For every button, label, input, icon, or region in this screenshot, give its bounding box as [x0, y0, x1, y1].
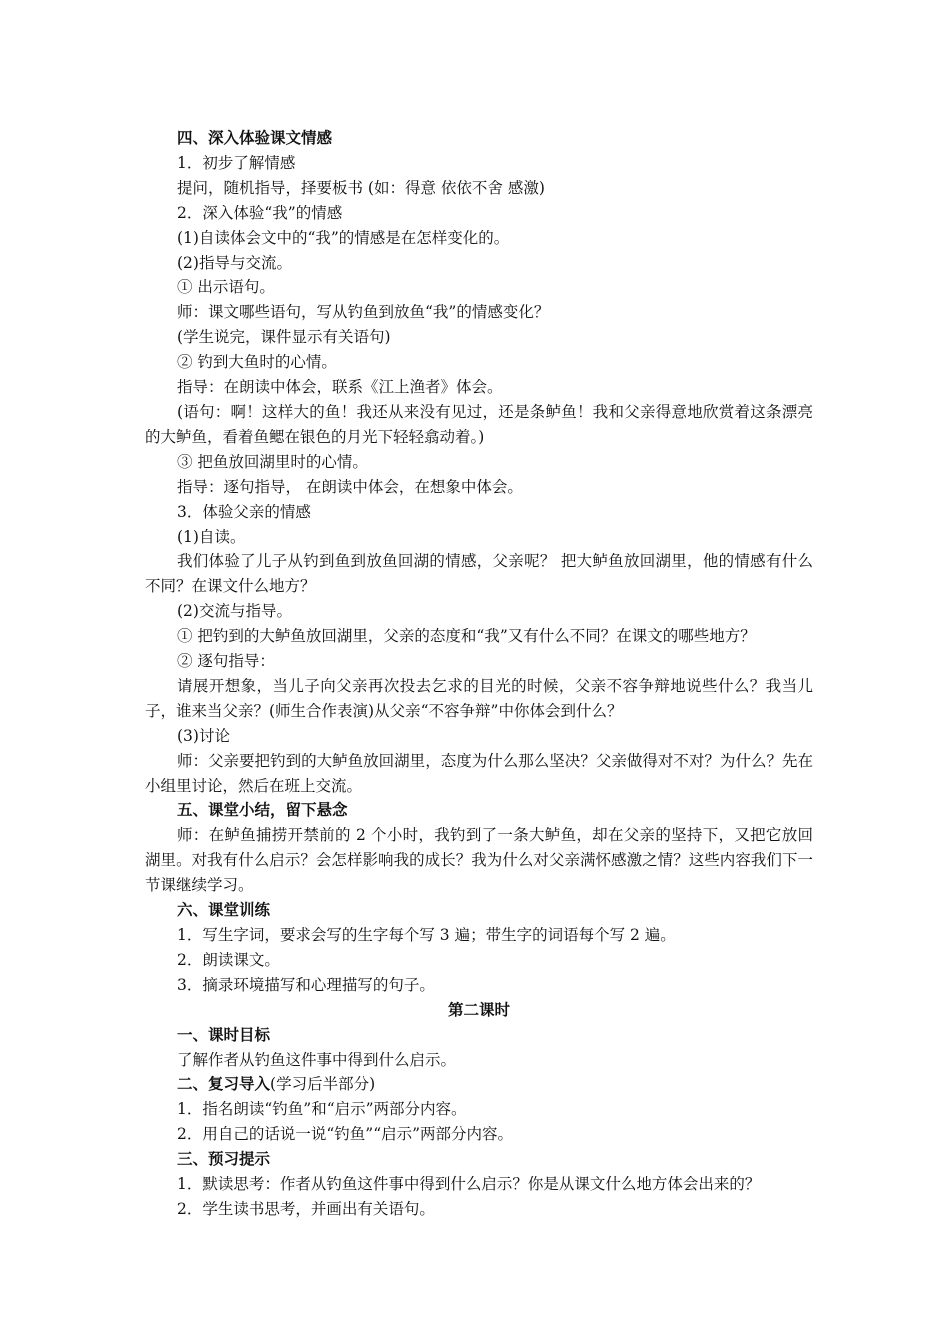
section-heading: 六、课堂训练 [177, 901, 271, 920]
text-line: ② 钓到大鱼时的心情。 [177, 353, 337, 372]
text-line: 3．体验父亲的情感 [177, 502, 311, 521]
text-line: 1．默读思考：作者从钓鱼这件事中得到什么启示？你是从课文什么地方体会出来的？ [177, 1175, 761, 1194]
text-line: 了解作者从钓鱼这件事中得到什么启示。 [177, 1050, 457, 1069]
lesson-title: 第二课时 [447, 1000, 510, 1019]
section-heading: 一、课时目标 [177, 1025, 271, 1044]
paragraph: 师：父亲要把钓到的大鲈鱼放回湖里，态度为什么那么坚决？父亲做得对不对？为什么？先在小组里讨论，然后在班上交流。 [145, 751, 813, 795]
heading-note: (学习后半部分) [270, 1075, 376, 1094]
lesson-plan-body [145, 126, 813, 1222]
text-line: (2)指导与交流。 [177, 253, 292, 272]
text-line: 指导：逐句指导， 在朗读中体会，在想象中体会。 [177, 477, 523, 496]
paragraph: 师：在鲈鱼捕捞开禁前的 2 个小时，我钓到了一条大鲈鱼，却在父亲的坚持下，又把它放回湖里。对我有什么启示？会怎样影响我的成长？我为什么对父亲满怀感激之情？这些内容我们下一节课继续学习。 [145, 826, 813, 895]
section-heading: 二、复习导入 [177, 1075, 271, 1094]
section-heading: 五、课堂小结，留下悬念 [177, 801, 348, 820]
text-line: 1．写生字词，要求会写的生字每个写 3 遍；带生字的词语每个写 2 遍。 [177, 926, 676, 944]
text-line: ① 把钓到的大鲈鱼放回湖里，父亲的态度和“我”又有什么不同？在课文的哪些地方？ [177, 627, 756, 646]
paragraph: (语句：啊！这样大的鱼！我还从来没有见过，还是条鲈鱼！我和父亲得意地欣赏着这条漂亮的大鲈鱼，看着鱼鳃在银色的月光下轻轻翕动着。) [145, 402, 813, 446]
text-line: ① 出示语句。 [177, 278, 275, 297]
paragraph: 请展开想象，当儿子向父亲再次投去乞求的目光的时候，父亲不容争辩地说些什么？我当儿子，谁来当父亲？(师生合作表演)从父亲“不容争辩”中你体会到什么？ [145, 676, 813, 720]
text-line: 1．初步了解情感 [177, 153, 296, 172]
text-line: 指导：在朗读中体会，联系《江上渔者》体会。 [177, 378, 503, 397]
text-line: (3)讨论 [177, 726, 230, 745]
text-line: 师：课文哪些语句，写从钓鱼到放鱼“我”的情感变化？ [177, 303, 550, 322]
text-line: 1．指名朗读“钓鱼”和“启示”两部分内容。 [177, 1100, 467, 1119]
text-line: (1)自读体会文中的“我”的情感是在怎样变化的。 [177, 228, 510, 247]
text-line: (学生说完，课件显示有关语句) [177, 328, 391, 347]
paragraph: 我们体验了儿子从钓到鱼到放鱼回湖的情感，父亲呢？ 把大鲈鱼放回湖里，他的情感有什么不同？在课文什么地方？ [145, 552, 813, 596]
text-line: 2．朗读课文。 [177, 950, 280, 969]
text-line: ② 逐句指导： [177, 652, 275, 671]
text-line: 3．摘录环境描写和心理描写的句子。 [177, 975, 435, 994]
section-heading-with-note [145, 1072, 813, 1097]
text-line: 2．深入体验“我”的情感 [177, 203, 343, 222]
section-heading: 三、预习提示 [177, 1150, 271, 1169]
text-line: (1)自读。 [177, 527, 246, 546]
text-line: ③ 把鱼放回湖里时的心情。 [177, 452, 368, 471]
text-line: 2．用自己的话说一说“钓鱼”“启示”两部分内容。 [177, 1125, 514, 1144]
section-heading: 四、深入体验课文情感 [177, 129, 333, 147]
text-line: 提问，随机指导，择要板书 (如：得意 依依不舍 感激) [177, 178, 545, 197]
text-line: 2．学生读书思考，并画出有关语句。 [177, 1199, 435, 1218]
text-line: (2)交流与指导。 [177, 602, 292, 621]
